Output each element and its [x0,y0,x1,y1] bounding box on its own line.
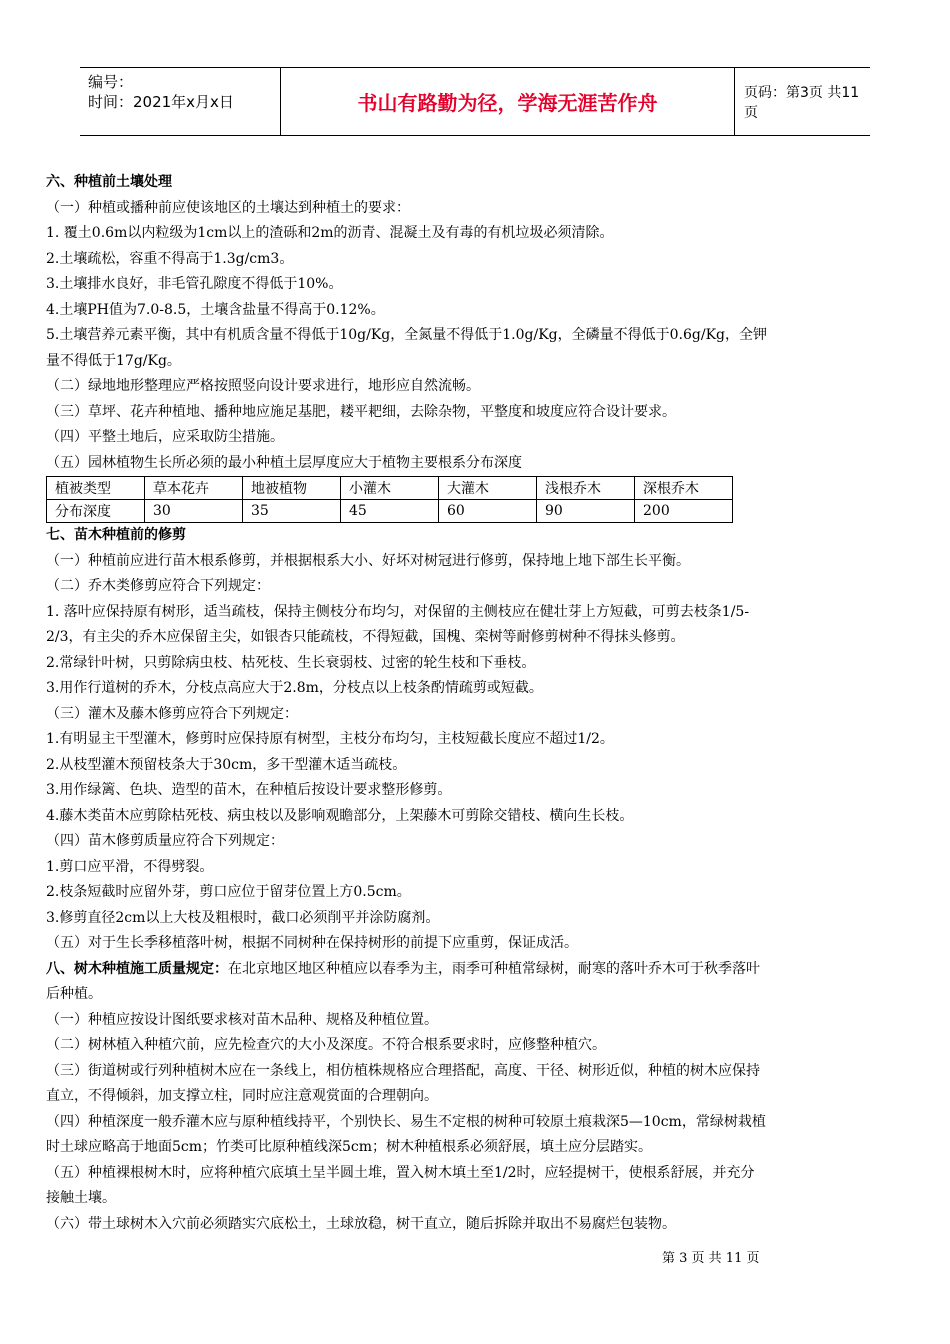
text-line: （五）园林植物生长所必须的最小种植土层厚度应大于植物主要根系分布深度 [46,454,522,471]
table-cell: 45 [341,500,439,523]
page-footer: 第 3 页 共 11 页 [662,1251,760,1266]
text-line: 3.土壤排水良好，非毛管孔隙度不得低于10%。 [46,276,343,292]
header-motto: 书山有路勤为径，学海无涯苦作舟 [280,68,735,135]
text-line: 2/3，有主尖的乔木应保留主尖，如银杏只能疏枝，不得短截，国槐、栾树等耐修剪树种不得抹头修剪。 [46,629,685,645]
text-line: （六）带土球树木入穴前必须踏实穴底松土，土球放稳，树干直立，随后拆除并取出不易腐烂包装物。 [46,1215,676,1232]
section-pruning [46,523,908,957]
table-cell: 地被植物 [243,477,341,500]
table-header-row [47,477,733,500]
table-cell: 大灌木 [439,477,537,500]
section-8-title: 八、树木种植施工质量规定： [46,960,228,977]
text-line: 1.剪口应平滑，不得劈裂。 [46,858,214,875]
table-cell: 浅根乔木 [537,477,635,500]
text-line: 2.土壤疏松，容重不得高于1.3g/cm3。 [46,250,294,267]
text-line: 2.常绿针叶树，只剪除病虫枝、枯死枝、生长衰弱枝、过密的轮生枝和下垂枝。 [46,654,536,671]
text-line: 直立，不得倾斜，加支撑立柱，同时应注意观赏面的合理朝向。 [46,1088,438,1104]
text-line: （二）树林植入种植穴前，应先检查穴的大小及深度。不符合根系要求时，应修整种植穴。 [46,1037,606,1053]
text-line: （五）种植裸根树木时，应将种植穴底填土呈半圆土堆，置入树木填土至1/2时，应轻提树干，使根系舒展，并充分 [46,1164,755,1181]
text-line: 3.用作绿篱、色块、造型的苗木，在种植后按设计要求整形修剪。 [46,782,452,798]
section-planting [46,1008,908,1238]
text-line: 4.土壤PH值为7.0-8.5，土壤含盐量不得高于0.12%。 [46,301,385,318]
table-cell: 30 [145,500,243,523]
table-cell: 90 [537,500,635,523]
text-line: （三）街道树或行列种植树木应在一条线上，相仿植株规格应合理搭配，高度、干径、树形近似，种植的树木应保持 [46,1062,760,1079]
header-meta [80,68,280,135]
soil-depth-table [46,476,733,523]
document-number: 编号： [88,73,134,91]
table-row [47,500,733,523]
section-8-heading-line [46,957,908,983]
text-line: （四）苗木修剪质量应符合下列规定： [46,833,284,849]
text-line: 量不得低于17g/Kg。 [46,352,181,369]
table-cell: 深根乔木 [635,477,733,500]
table-cell: 35 [243,500,341,523]
text-line: 2.从枝型灌木预留枝条大于30cm，多干型灌木适当疏枝。 [46,756,407,773]
table-cell: 小灌木 [341,477,439,500]
text-line: （四）种植深度一般乔灌木应与原种植线持平，个别快长、易生不定根的树种可较原土痕栽深5—10cm，常绿树栽植 [46,1113,766,1130]
table-cell: 200 [635,500,733,523]
text-line: （五）对于生长季移植落叶树，根据不同树种在保持树形的前提下应重剪，保证成活。 [46,935,578,951]
section-8-intro-cont: 后种植。 [46,986,102,1002]
section-8-intro: 在北京地区地区种植应以春季为主，雨季可种植常绿树，耐寒的落叶乔木可于秋季落叶 [228,960,760,977]
text-line: （二）绿地地形整理应严格按照竖向设计要求进行，地形应自然流畅。 [46,378,480,394]
header-page-number: 页码：第3页 共11页 [744,84,860,121]
text-line: （三）灌木及藤木修剪应符合下列规定： [46,705,298,722]
text-line: （二）乔木类修剪应符合下列规定： [46,578,270,594]
section-heading: 六、种植前土壤处理 [46,174,172,190]
table-cell: 分布深度 [47,500,145,523]
table-cell: 草本花卉 [145,477,243,500]
text-line: 5.土壤营养元素平衡，其中有机质含量不得低于10g/Kg，全氮量不得低于1.0g/Kg，全磷量不得低于0.6g/Kg，全钾 [46,327,767,343]
text-line: 3.用作行道树的乔木，分枝点高应大于2.8m，分枝点以上枝条酌情疏剪或短截。 [46,680,543,696]
text-line: 时土球应略高于地面5cm；竹类可比原种植线深5cm；树木种植根系必须舒展，填土应分层踏实。 [46,1139,653,1155]
text-line: 1. 覆土0.6m以内粒级为1cm以上的渣砾和2m的沥青、混凝土及有毒的有机垃圾必须清除。 [46,225,614,241]
text-line: 1.有明显主干型灌木，修剪时应保持原有树型，主枝分布均匀，主枝短截长度应不超过1/2。 [46,731,614,747]
section-soil [46,170,908,476]
table-cell: 60 [439,500,537,523]
text-line: 3.修剪直径2cm以上大枝及粗根时，截口必须削平并涂防腐剂。 [46,909,440,926]
text-line: （一）种植前应进行苗木根系修剪，并根据根系大小、好坏对树冠进行修剪，保持地上地下部生长平衡。 [46,552,690,569]
table-cell: 植被类型 [47,477,145,500]
text-line: 4.藤木类苗木应剪除枯死枝、病虫枝以及影响观瞻部分，上架藤木可剪除交错枝、横向生长枝。 [46,807,634,824]
text-line: （三）草坪、花卉种植地、播种地应施足基肥，耧平耙细，去除杂物，平整度和坡度应符合设计要求。 [46,403,676,420]
text-line: （四）平整土地后，应采取防尘措施。 [46,429,284,445]
text-line: （一）种植或播种前应使该地区的土壤达到种植土的要求： [46,199,410,216]
text-line: 接触土壤。 [46,1190,116,1206]
text-line: （一）种植应按设计图纸要求核对苗木品种、规格及种植位置。 [46,1011,438,1028]
page-header [80,67,870,136]
section-heading: 七、苗木种植前的修剪 [46,527,186,543]
text-line: 1. 落叶应保持原有树形，适当疏枝，保持主侧枝分布均匀，对保留的主侧枝应在健壮芽上方短截，可剪去枝条1/5- [46,603,750,620]
document-date: 时间：2021年x月x日 [88,93,234,111]
text-line: 2.枝条短截时应留外芽，剪口应位于留芽位置上方0.5cm。 [46,884,411,900]
document-body [46,170,908,1237]
